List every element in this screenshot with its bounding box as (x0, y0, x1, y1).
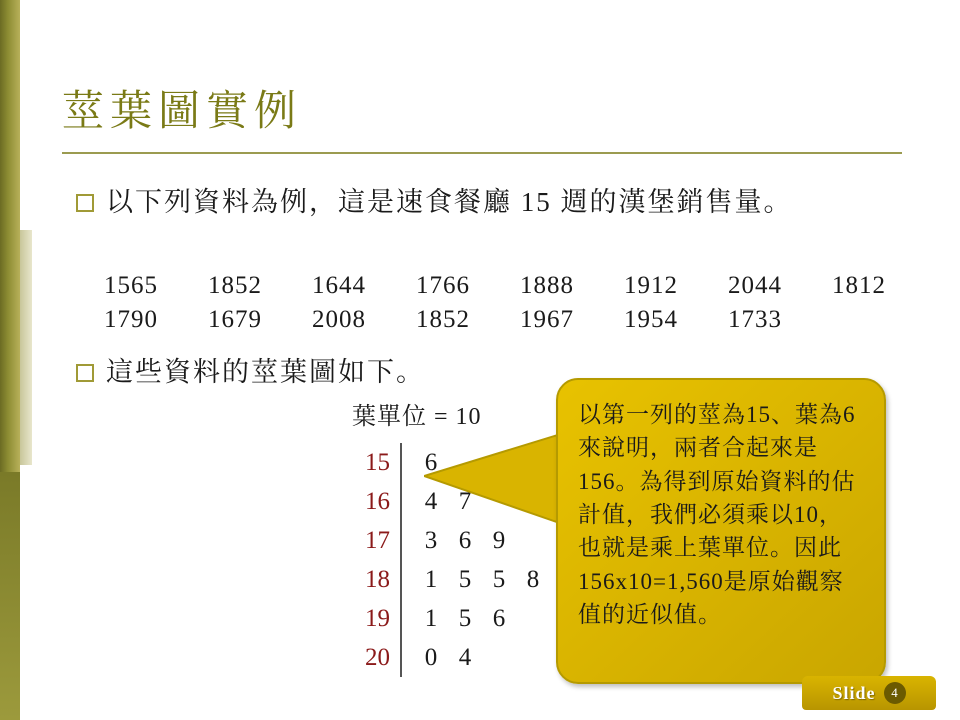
leaf-group (414, 605, 516, 633)
table-row (104, 272, 936, 300)
leaf-group (414, 566, 550, 594)
stem-leaf-divider (400, 482, 402, 521)
leaf-value: 3 (424, 526, 438, 554)
table-row (104, 306, 936, 334)
stem-leaf-divider (400, 560, 402, 599)
data-cell: 1766 (416, 272, 470, 299)
leaf-value: 5 (492, 565, 506, 593)
stem-leaf-divider (400, 521, 402, 560)
page-title: 莖葉圖實例 (62, 89, 303, 135)
bullet-text-1: 以下列資料為例，這是速食餐廳 15 週的漢堡銷售量。 (106, 187, 793, 217)
data-cell: 1967 (520, 306, 574, 333)
bullet-text-2: 這些資料的莖葉圖如下。 (106, 357, 425, 387)
leaf-value: 1 (424, 565, 438, 593)
leaf-value: 6 (458, 526, 472, 554)
leaf-value: 7 (458, 487, 472, 515)
data-cell: 1644 (312, 272, 366, 299)
slide-number-badge (802, 676, 936, 710)
leaf-group (414, 644, 482, 672)
leaf-value: 6 (492, 604, 506, 632)
data-cell: 2044 (728, 272, 782, 299)
stem-value: 15 (365, 448, 390, 476)
data-cell: 2008 (312, 306, 366, 333)
sales-data-table (104, 272, 936, 340)
stem-leaf-divider (400, 638, 402, 677)
stem-leaf-row (352, 599, 550, 638)
leaf-value: 5 (458, 565, 472, 593)
bullet-item-1 (76, 182, 906, 224)
stem-leaf-row (352, 560, 550, 599)
stem-leaf-divider (400, 599, 402, 638)
leaf-value: 9 (492, 526, 506, 554)
stem-value: 20 (365, 643, 390, 671)
data-cell: 1852 (416, 306, 470, 333)
leaf-value: 0 (424, 643, 438, 671)
data-cell: 1790 (104, 306, 158, 333)
data-cell: 1852 (208, 272, 262, 299)
data-cell: 1912 (624, 272, 678, 299)
data-cell: 1679 (208, 306, 262, 333)
left-decoration-block-lower (0, 472, 20, 720)
stem-value: 16 (365, 487, 390, 515)
stem-value: 19 (365, 604, 390, 632)
data-cell: 1954 (624, 306, 678, 333)
data-cell: 1565 (104, 272, 158, 299)
leaf-value: 4 (458, 643, 472, 671)
slide-badge-number: 4 (884, 682, 906, 704)
callout-text: 以第一列的莖為15、葉為6來說明，兩者合起來是156。為得到原始資料的估計值，我們必須乘以10，也就是乘上葉單位。因此156x10=1,560是原始觀察值的近似值。 (578, 402, 856, 628)
stem-leaf-row (352, 638, 550, 677)
stem-value: 18 (365, 565, 390, 593)
title-underline (62, 152, 902, 154)
leaf-value: 1 (424, 604, 438, 632)
leaf-unit-label: 葉單位 = 10 (352, 404, 482, 430)
callout-pointer (424, 424, 574, 534)
stem-leaf-divider (400, 443, 402, 482)
slide-badge-label: Slide (832, 682, 876, 703)
data-cell: 1733 (728, 306, 782, 333)
data-cell: 1888 (520, 272, 574, 299)
leaf-value: 5 (458, 604, 472, 632)
leaf-value: 8 (526, 565, 540, 593)
data-cell: 1812 (832, 272, 886, 299)
left-decoration-block-upper (20, 230, 32, 465)
leaf-value: 4 (424, 487, 438, 515)
stem-value: 17 (365, 526, 390, 554)
leaf-value: 6 (424, 448, 438, 476)
bullet-marker-icon (76, 364, 94, 382)
bullet-marker-icon (76, 194, 94, 212)
